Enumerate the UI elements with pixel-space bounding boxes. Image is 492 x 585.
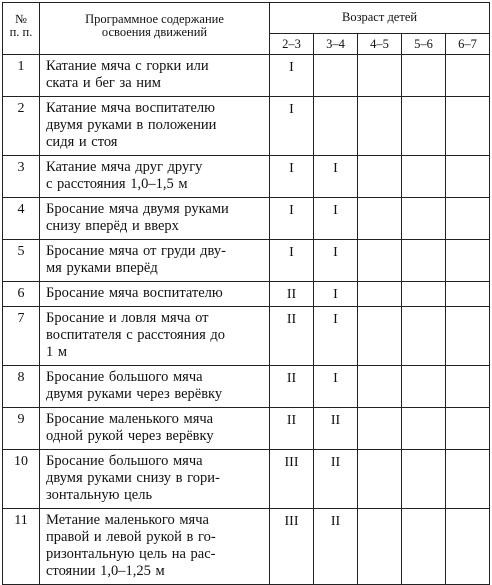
- age-column-header: 5–6: [402, 34, 446, 55]
- age-mark-cell: [446, 198, 490, 240]
- age-mark-cell: [402, 198, 446, 240]
- age-mark-cell: I: [270, 55, 314, 97]
- age-column-header: 3–4: [314, 34, 358, 55]
- description-line: Метание маленького мяча: [46, 512, 209, 528]
- row-number: 10: [3, 450, 40, 509]
- age-mark-cell: [446, 450, 490, 509]
- age-mark-cell: [402, 408, 446, 450]
- movement-description: [40, 509, 270, 585]
- age-mark-cell: II: [314, 509, 358, 585]
- description-line: 1 м: [46, 344, 68, 360]
- age-column-header: 6–7: [446, 34, 490, 55]
- age-mark-cell: I: [270, 198, 314, 240]
- row-number: 6: [3, 282, 40, 307]
- age-mark-cell: [446, 97, 490, 156]
- age-mark-cell: II: [270, 366, 314, 408]
- description-line: сидя и стоя: [46, 134, 118, 150]
- age-mark-cell: [358, 509, 402, 585]
- table-row: [3, 156, 490, 198]
- description-line: Бросание и ловля мяча от: [46, 310, 209, 326]
- row-number: 8: [3, 366, 40, 408]
- age-mark-cell: [402, 366, 446, 408]
- age-mark-cell: I: [270, 156, 314, 198]
- description-line: мя руками вперёд: [46, 260, 158, 276]
- description-line: Бросание мяча от груди дву-: [46, 243, 226, 259]
- movement-description: [40, 55, 270, 97]
- age-mark-cell: [446, 156, 490, 198]
- age-mark-cell: [446, 282, 490, 307]
- age-mark-cell: [358, 307, 402, 366]
- movement-description: [40, 366, 270, 408]
- description-line: двумя руками в положении: [46, 117, 217, 133]
- movement-description: [40, 307, 270, 366]
- age-mark-cell: [358, 366, 402, 408]
- age-mark-cell: I: [314, 198, 358, 240]
- age-mark-cell: [358, 408, 402, 450]
- table-row: [3, 509, 490, 585]
- row-number: 5: [3, 240, 40, 282]
- age-mark-cell: [446, 408, 490, 450]
- age-mark-cell: [402, 450, 446, 509]
- movement-description: [40, 198, 270, 240]
- description-line: снизу вперёд и вверх: [46, 218, 179, 234]
- movement-description: [40, 450, 270, 509]
- age-mark-cell: [402, 307, 446, 366]
- description-line: с расстояния 1,0–1,5 м: [46, 176, 188, 192]
- age-mark-cell: [446, 307, 490, 366]
- age-mark-cell: [402, 282, 446, 307]
- row-number: 2: [3, 97, 40, 156]
- age-mark-cell: [358, 240, 402, 282]
- age-mark-cell: [402, 240, 446, 282]
- age-mark-cell: I: [314, 156, 358, 198]
- age-mark-cell: [402, 55, 446, 97]
- table-row: [3, 450, 490, 509]
- age-mark-cell: [314, 97, 358, 156]
- age-mark-cell: II: [314, 408, 358, 450]
- number-header-line1: №: [15, 12, 27, 26]
- age-mark-cell: II: [314, 450, 358, 509]
- row-number: 1: [3, 55, 40, 97]
- row-number: 4: [3, 198, 40, 240]
- age-mark-cell: [314, 55, 358, 97]
- age-mark-cell: I: [314, 366, 358, 408]
- description-line: ската и бег за ним: [46, 75, 161, 91]
- age-mark-cell: [446, 509, 490, 585]
- table-row: [3, 198, 490, 240]
- age-mark-cell: [402, 97, 446, 156]
- description-line: Бросание мяча воспитателю: [46, 285, 223, 301]
- age-mark-cell: [358, 97, 402, 156]
- table-row: [3, 240, 490, 282]
- content-header-line1: Программное содержание: [85, 12, 224, 26]
- table-row: [3, 282, 490, 307]
- age-mark-cell: [358, 55, 402, 97]
- table-row: [3, 366, 490, 408]
- age-mark-cell: I: [314, 240, 358, 282]
- age-mark-cell: II: [270, 408, 314, 450]
- age-mark-cell: [358, 156, 402, 198]
- description-line: Катание мяча с горки или: [46, 58, 209, 74]
- age-mark-cell: III: [270, 450, 314, 509]
- movement-program-table: [2, 2, 490, 585]
- header-row-top: [3, 3, 490, 34]
- age-column-header: 4–5: [358, 34, 402, 55]
- row-number: 11: [3, 509, 40, 585]
- description-line: зонтальную цель: [46, 487, 153, 503]
- row-number: 9: [3, 408, 40, 450]
- table-row: [3, 307, 490, 366]
- age-mark-cell: [358, 450, 402, 509]
- age-mark-cell: II: [270, 282, 314, 307]
- content-column-header: [40, 3, 270, 55]
- age-mark-cell: I: [314, 307, 358, 366]
- age-mark-cell: [446, 240, 490, 282]
- age-column-header: 2–3: [270, 34, 314, 55]
- description-line: Катание мяча друг другу: [46, 159, 203, 175]
- age-mark-cell: [402, 509, 446, 585]
- row-number: 3: [3, 156, 40, 198]
- movement-description: [40, 156, 270, 198]
- description-line: воспитателя с расстояния до: [46, 327, 226, 343]
- description-line: Бросание большого мяча: [46, 369, 203, 385]
- age-mark-cell: [446, 55, 490, 97]
- movement-description: [40, 240, 270, 282]
- movement-description: [40, 282, 270, 307]
- description-line: Бросание большого мяча: [46, 453, 203, 469]
- movement-description: [40, 408, 270, 450]
- age-mark-cell: III: [270, 509, 314, 585]
- content-header-line2: освоения движений: [101, 25, 208, 39]
- row-number: 7: [3, 307, 40, 366]
- table-body: [3, 55, 490, 585]
- description-line: ризонтальную цель на рас-: [46, 546, 216, 562]
- number-header-line2: п. п.: [9, 25, 33, 39]
- age-mark-cell: [358, 198, 402, 240]
- age-mark-cell: I: [270, 97, 314, 156]
- table-row: [3, 97, 490, 156]
- description-line: правой и левой рукой в го-: [46, 529, 216, 545]
- age-mark-cell: I: [270, 240, 314, 282]
- description-line: двумя руками снизу в гори-: [46, 470, 220, 486]
- movement-description: [40, 97, 270, 156]
- age-mark-cell: I: [314, 282, 358, 307]
- table-row: [3, 55, 490, 97]
- description-line: Бросание маленького мяча: [46, 411, 214, 427]
- description-line: одной рукой через верёвку: [46, 428, 214, 444]
- age-group-header: Возраст детей: [270, 3, 490, 34]
- age-mark-cell: [402, 156, 446, 198]
- description-line: Бросание мяча двумя руками: [46, 201, 229, 217]
- age-mark-cell: [358, 282, 402, 307]
- table-row: [3, 408, 490, 450]
- number-column-header: [3, 3, 40, 55]
- description-line: Катание мяча воспитателю: [46, 100, 215, 116]
- description-line: стоянии 1,0–1,25 м: [46, 563, 165, 579]
- age-mark-cell: II: [270, 307, 314, 366]
- age-mark-cell: [446, 366, 490, 408]
- description-line: двумя руками через верёвку: [46, 386, 223, 402]
